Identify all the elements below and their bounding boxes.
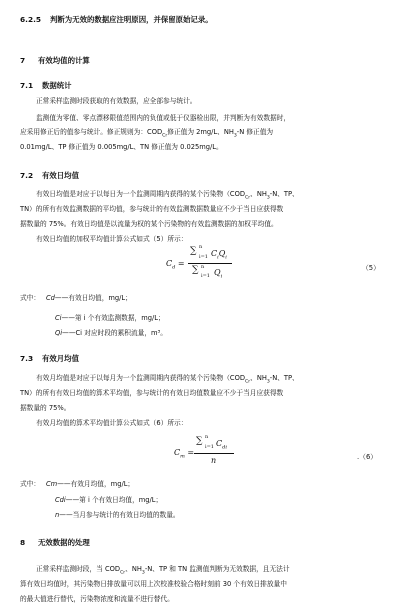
def-text: ——有效日均值，mg/L；	[54, 294, 132, 302]
def-symbol: Ci	[55, 314, 62, 322]
equation-number: （5）	[362, 264, 380, 272]
section-6-2-5	[20, 14, 213, 25]
definition-line	[55, 509, 180, 521]
section-8-heading	[20, 537, 90, 548]
definition-line	[46, 292, 132, 304]
sum-upper: n	[201, 264, 205, 270]
sum-symbol: ∑	[190, 246, 197, 256]
def-text: ——第 i 个有效日均值，mg/L；	[65, 496, 163, 504]
equation-number: .（6）	[357, 453, 378, 461]
numerator: $C_iQ_i$	[211, 249, 227, 261]
definition-line	[46, 478, 134, 490]
section-title: 数据统计	[42, 81, 72, 90]
sum-lower: i=1	[205, 444, 214, 450]
text-run: -N、TP、	[269, 190, 299, 198]
section-title: 有效均值的计算	[38, 56, 90, 65]
subscript: Cr	[245, 195, 251, 201]
section-7-1-heading	[20, 80, 72, 91]
section-number: 7	[20, 56, 26, 65]
def-symbol: Cd	[46, 294, 55, 302]
definition-line	[55, 494, 162, 506]
section-text: 判断为无效的数据应注明原因，并保留原始记录。	[50, 15, 213, 24]
sum-upper: n	[205, 434, 209, 440]
text-run: -N、TP、	[269, 374, 299, 382]
numerator: $C_{di}$	[216, 439, 227, 451]
paragraph-line: 据数量的 75%。	[20, 404, 71, 412]
def-symbol: Qi	[55, 329, 63, 337]
section-title: 有效日均值	[42, 171, 79, 180]
text-run: -N 修正值为	[236, 128, 274, 136]
formula-lhs: $C_m$ =	[174, 448, 195, 460]
paragraph-line: 有效日均值的加权平均值计算公式如式（5）所示：	[36, 235, 188, 243]
formula-lhs: $C_d$ =	[166, 259, 185, 271]
subscript: 3	[266, 379, 270, 385]
where-label: 式中：	[20, 294, 41, 302]
subscript: 3	[233, 133, 237, 139]
sum-symbol: ∑	[196, 436, 203, 446]
text-run: 有效日均值是对应于以每日为一个监测周期内获得的某个污染物（COD	[36, 190, 246, 198]
def-text: ——当月参与统计的有效日均值的数量。	[59, 511, 180, 519]
text-run: 、NH	[250, 190, 267, 198]
subscript: Cr	[162, 133, 168, 139]
section-title: 有效月均值	[42, 354, 79, 363]
paragraph-line: 监测值为零值、零点漂移限值范围内的负值或低于仪器检出限，并判断为有效数据时，	[36, 114, 291, 122]
def-symbol: n	[55, 511, 60, 519]
paragraph-line: 0.01mg/L、TP 修正值为 0.005mg/L、TN 修正值为 0.025mg/L。	[20, 143, 223, 151]
definition-line	[55, 327, 167, 339]
subscript: 3	[141, 570, 145, 576]
def-text: ——有效月均值，mg/L；	[57, 480, 135, 488]
paragraph-line: 正常采样监测时段获取的有效数据，应全部参与统计。	[36, 97, 197, 105]
paragraph-line: TN）的所有有效日均值的算术平均值，参与统计的有效日均值数量应不少于当月应获得数	[20, 389, 284, 397]
denominator: n	[211, 456, 217, 465]
definition-line	[55, 312, 165, 324]
section-7-3-heading	[20, 353, 79, 364]
paragraph-line: 算有效日均值时，其污染物日排放量可以用上次校准校验合格时刻前 30 个有效日排放量中	[20, 580, 287, 588]
text-run: 修正值为 2mg/L、NH	[167, 128, 234, 136]
paragraph-line: TN）的所有有效监测数据的平均值，参与统计的有效监测数据数量应不少于当日应获得数	[20, 205, 284, 213]
def-symbol: Cm	[46, 480, 58, 488]
section-7-heading	[20, 55, 90, 66]
sum-symbol: ∑	[192, 265, 199, 275]
text-run: -N、TP 和 TN 监测值判断为无效数据，且无法计	[144, 565, 290, 573]
text-run: 应采用修正后的值参与统计。修正规则为：COD	[20, 128, 163, 136]
text-run: 有效月均值是对应于以每月为一个监测周期内获得的某个污染物（COD	[36, 374, 246, 382]
subscript: 3	[266, 195, 270, 201]
denominator: $Q_i$	[214, 268, 223, 280]
paragraph-line: 有效月均值的算术平均值计算公式如式（6）所示：	[36, 419, 188, 427]
subscript: Cr	[120, 570, 126, 576]
sum-lower: i=1	[199, 254, 208, 260]
text-run: 正常采样监测时段，当 COD	[36, 565, 121, 573]
section-number: 7.2	[20, 171, 34, 180]
def-symbol: Cdi	[55, 496, 66, 504]
text-run: 、NH	[125, 565, 142, 573]
section-title: 无效数据的处理	[38, 538, 90, 547]
def-text: ——第 i 个有效监测数据，mg/L；	[61, 314, 165, 322]
fraction-bar	[188, 263, 232, 264]
section-number: 8	[20, 538, 26, 547]
text-run: 、NH	[250, 374, 267, 382]
paragraph-line: 的最大值进行替代，污染物浓度和流量不进行替代。	[20, 595, 174, 603]
paragraph-line: 据数量的 75%。有效日均值是以流量为权的某个污染物的有效监测数据的加权平均值。	[20, 220, 278, 228]
sum-lower: i=1	[201, 273, 210, 279]
section-number: 6.2.5	[20, 15, 42, 24]
def-text: ——Ci 对应时段的累积流量，m³。	[62, 329, 167, 337]
fraction-bar	[194, 453, 234, 454]
subscript: Cr	[245, 379, 251, 385]
section-7-2-heading	[20, 170, 79, 181]
section-number: 7.3	[20, 354, 34, 363]
section-number: 7.1	[20, 81, 34, 90]
where-label: 式中：	[20, 480, 41, 488]
sum-upper: n	[199, 244, 203, 250]
